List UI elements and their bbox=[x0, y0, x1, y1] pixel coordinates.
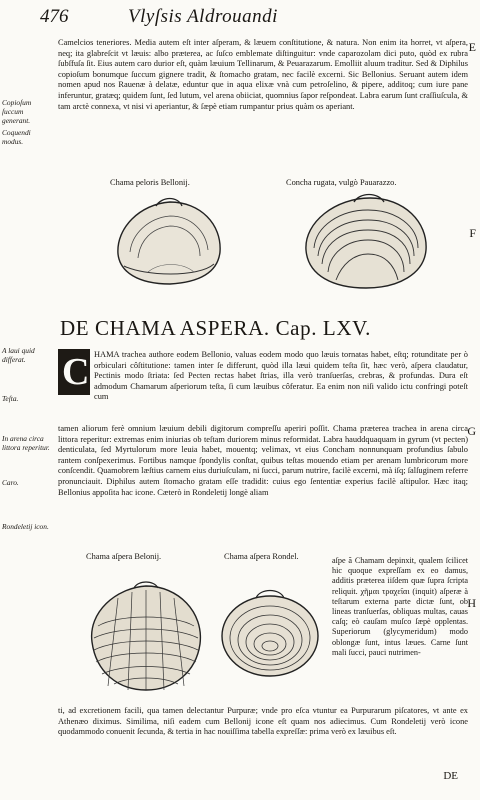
caption-chama-aspera-belonij: Chama aſpera Belonij. bbox=[86, 552, 162, 561]
margin-note-1: A laui quid differat. bbox=[2, 346, 35, 364]
margin-note-5: Rondeletij icon. bbox=[2, 522, 49, 531]
shell-illustration-chama-aspera-belonij bbox=[78, 578, 212, 698]
page-number: 476 bbox=[40, 6, 69, 27]
edge-letter-h: H bbox=[467, 596, 476, 610]
margin-note-4: Caro. bbox=[2, 478, 19, 487]
margin-note-3: In arena circa littora reperitur. bbox=[2, 434, 50, 452]
chapter-main-text: tamen aliorum ferè omnium læuium debili digitorum compreſſu aperiri poſſit. Chama præterea trachea in arena circa littora reperitur: extremas enim iniurias ob teſtam duriorem minus reformidat. Labra hauddquaquam in gyrum (vt pecten) denticulata, ſed Myrtulorum more leuia habet, mouentq; velimax, vt eius Concham nonnunquam profundius ſabulo rantem conſpexerimus. Fortibus namque ſpondylis conſtat, quibus teſtas mouendo etiam per arenam lumbricorum more conſcendit. Quamobrem læſtius carnem eius duriuſculam, ni ſucci, parum nutrire, facilè excerni, mà iſq; ſalſuginem referre pronunciauit. Diphilus autem ſtomacho gratam eſſe tradidit: cuius ego ſententiæ experius facilè aſtipulor. Hæc itaq; Bellonius appoſita hac icone. Cæterò in Rondeletij longè aliam bbox=[58, 424, 468, 497]
margin-note-copiosum: Copioſum ſuccum generant. bbox=[2, 98, 32, 125]
chapter-opening-lines: HAMA trachea authore eodem Bellonio, valuas eodem modo quo læuis tornatas habet, eſtq; rotunditate per ò orbiculari côſtitutione: tamen inter ſe differunt, quòd illa læui quidem teſta ſit, hæc verò, aſpera claudatur, Pectinis modo ſtriata: ſed Pecten rectas habet ſtrias, illa verò tranſuerſas, crebras, & profundas. Dura eſt admodum Chamarum aſperiorum teſta, ſi cum læuibus côferatur. Ea enim non niſi valido ictu confringi poteſt cum bbox=[94, 350, 468, 402]
chapter-margin-notes bbox=[0, 346, 56, 566]
side-column-text: aſpe ã Chamam depinxit, qualem ſcilicet hic quoque expreſſam ex eo damus, additis præterea iiſdem quæ ſupra ſcripta reliquit. χῆμαι τραχεῖαι (inquit) aſperæ à teſtarum externa parte dictæ ſunt, ob lineas tranſuerſas, obliquas multas, cauas caſq; eò cauſam muſco ſæpè opplentas. Superiorum (glycymeridum) modo oblongæ ſunt, intus læues. Carne ſunt mali ſucci, pauci nutrimen- bbox=[332, 556, 468, 657]
caption-chama-peloris: Chama peloris Bellonij. bbox=[110, 178, 190, 187]
caption-chama-aspera-rondel: Chama aſpera Rondel. bbox=[224, 552, 299, 561]
edge-letter-g: G bbox=[467, 424, 476, 438]
chapter-heading: DE CHAMA ASPERA. Cap. LXV. bbox=[60, 316, 372, 340]
edge-letter-f: F bbox=[469, 226, 476, 240]
caption-concha-rugata: Concha rugata, vulgò Pauarazzo. bbox=[286, 178, 397, 187]
drop-cap-letter: C bbox=[62, 351, 90, 393]
top-paragraph: Camelcios teneriores. Media autem eſt inter aſperam, & læuem conſtitutione, & natura. Non enim ita horret, vt aſpera, neq; ita glabreſcit vt læuis: albo præterea, ac ſuſco emblemate diſtinguitur: vnde caparozolam dici puto, quòd ex rubra ſubſfuſa ſit. Eius autem caro durior eſt, quàm læuium Tellinarum, & Peuarazarum. Emolliit aluum traditur. Sed & Diphilus copioſum bonumque ſuccum gignere tradit, & ſtomacho gratam, nec facilè excerni. Sic Bellonius. Seruant autem idem nomen apud nos Rauenæ à delatæ, eduntur que in aqua elixæ vnà cum petroſelino, & pipere, additoq; cum iure pane inferuntur, gratæq; quidem ſunt, ſed lutum, vel arena obiiciat, quomnius ſapor reſpondeat. Labra earum ſunt craſſiuſcula, & tam arctè connexa, vt nisi vi aperiantur, & ſæpè etiam rumpantur prius quàm os aperiant. bbox=[58, 38, 468, 111]
drop-cap bbox=[58, 349, 90, 395]
catchword: DE bbox=[443, 770, 458, 782]
shell-illustration-chama-aspera-rondel bbox=[214, 578, 326, 686]
shell-illustration-chama-peloris bbox=[108, 192, 228, 290]
margin-note-2: Teſta. bbox=[2, 394, 19, 403]
edge-letter-e: E bbox=[468, 40, 476, 54]
margin-note-coquendi: Coquendi modus. bbox=[2, 128, 31, 146]
running-title: Vlyſsis Aldrouandi bbox=[128, 6, 278, 27]
shell-illustration-concha-rugata bbox=[298, 190, 434, 294]
bottom-paragraph: ti, ad excretionem facili, qua tamen delectantur Purpuræ; vnde pro eſca vtuntur ea Purpurarum piſcatores, vt ante ex Athenæo diximus. Similima, niſi eadem cum Bellonij icone eſt quam nos adiecimus. Cum Rondeletij verò icone quodammodo conuenit ſecunda, & tertia in hac nouiſſima tabella expreſſæ: prima verò ex læuibus eſt. bbox=[58, 706, 468, 737]
